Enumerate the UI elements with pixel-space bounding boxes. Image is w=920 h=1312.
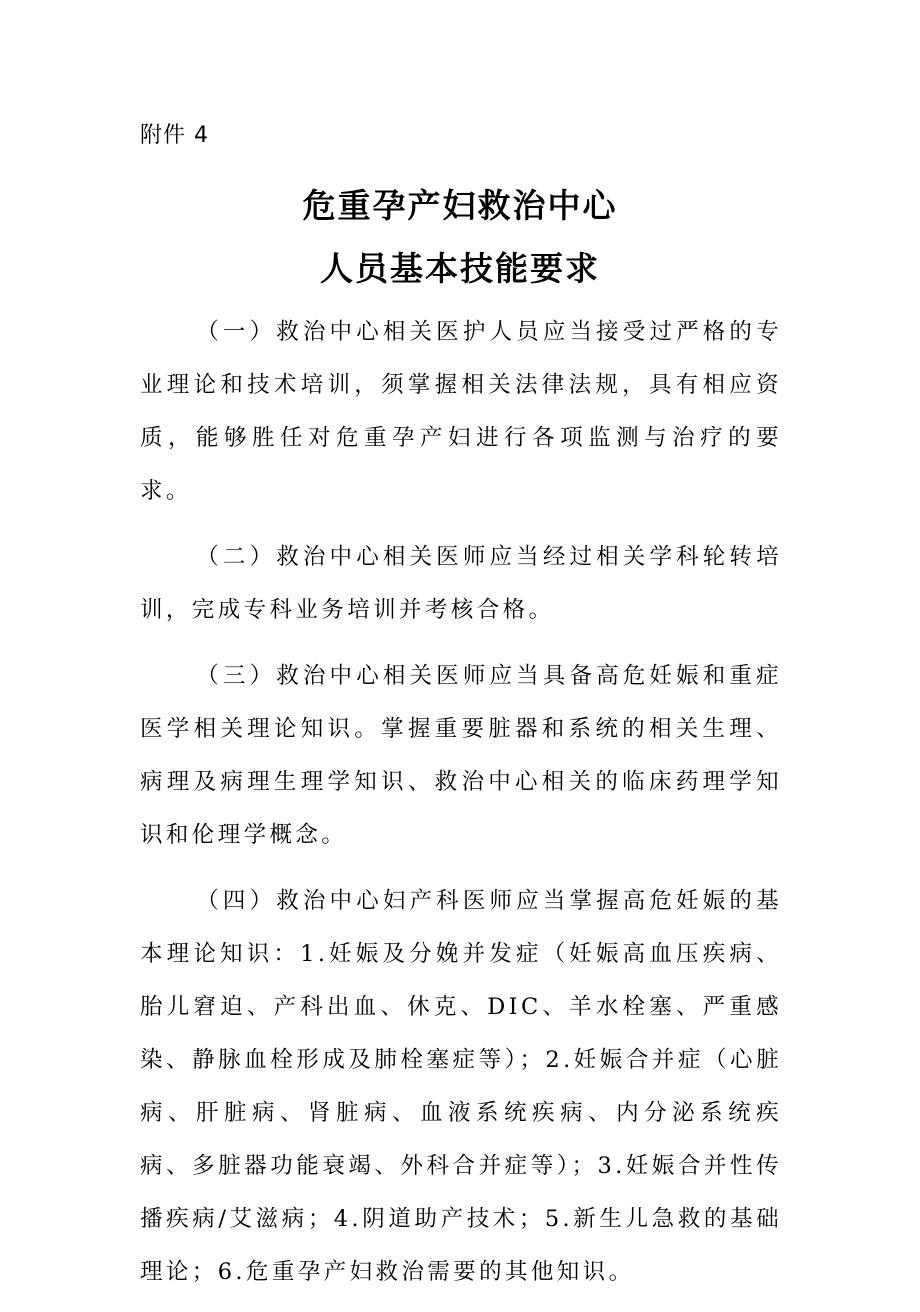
paragraph-2: （二）救治中心相关医师应当经过相关学科轮转培训，完成专科业务培训并考核合格。	[140, 544, 782, 623]
document-title-line-2: 人员基本技能要求	[320, 249, 600, 288]
attachment-label: 附件 4	[140, 123, 209, 148]
paragraph-1: （一）救治中心相关医护人员应当接受过严格的专业理论和技术培训，须掌握相关法律法规，具有相应资质，能够胜任对危重孕产妇进行各项监测与治疗的要求。	[140, 319, 782, 504]
document-body	[140, 306, 782, 1312]
paragraph-4: （四）救治中心妇产科医师应当掌握高危妊娠的基本理论知识：1.妊娠及分娩并发症（妊娠高血压疾病、胎儿窘迫、产科出血、休克、DIC、羊水栓塞、严重感染、静脉血栓形成及肺栓塞症等）；2.妊娠合并症（心脏病、肝脏病、肾脏病、血液系统疾病、内分泌系统疾病、多脏器功能衰竭、外科合并症等）；3.妊娠合并性传播疾病/艾滋病；4.阴道助产技术；5.新生儿急救的基础理论；6.危重孕产妇救治需要的其他知识。	[140, 888, 782, 1285]
paragraph-3: （三）救治中心相关医师应当具备高危妊娠和重症医学相关理论知识。掌握重要脏器和系统的相关生理、病理及病理生理学知识、救治中心相关的临床药理学知识和伦理学概念。	[140, 663, 782, 848]
document-title-line-1: 危重孕产妇救治中心	[302, 186, 618, 225]
